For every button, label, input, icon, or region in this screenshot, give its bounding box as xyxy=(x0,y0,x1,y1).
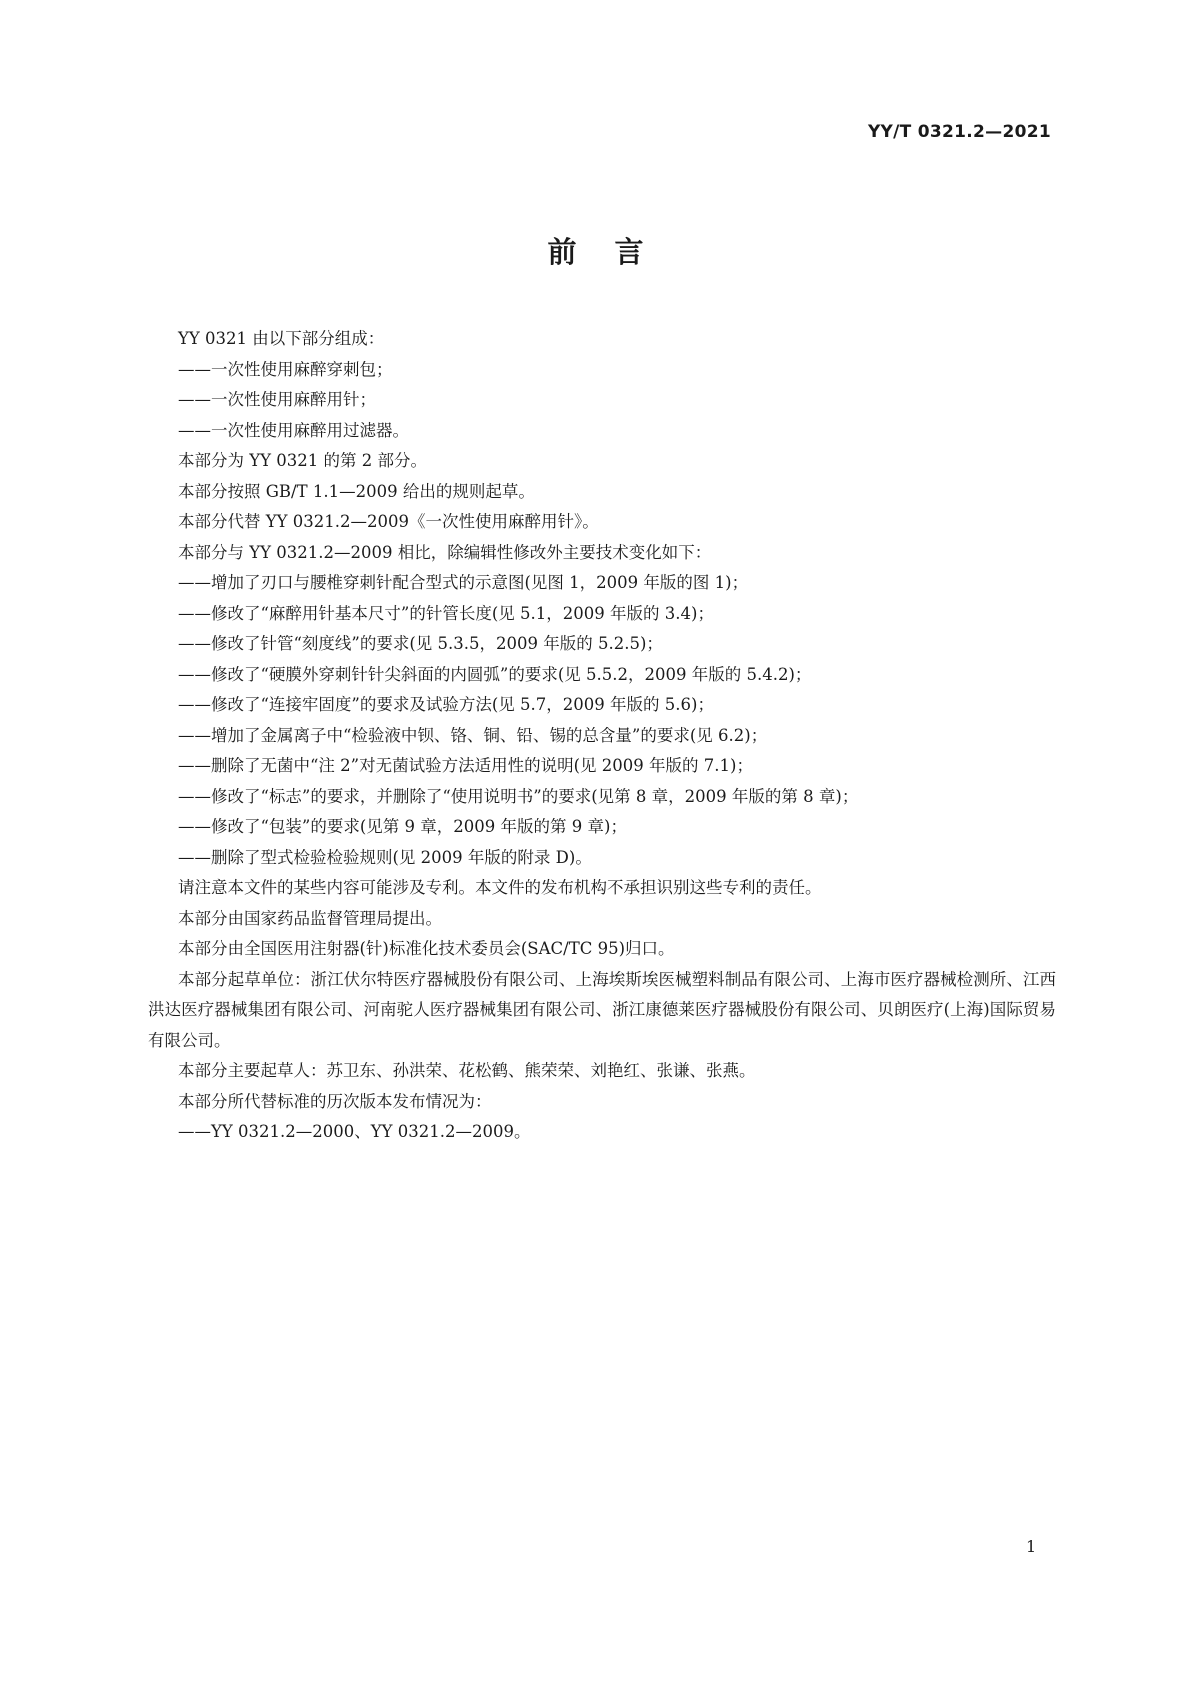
paragraph: 本部分主要起草人：苏卫东、孙洪荣、花松鹤、熊荣荣、刘艳红、张谦、张燕。 xyxy=(178,1061,756,1080)
list-item: ——一次性使用麻醉穿刺包； xyxy=(178,359,393,379)
paragraph: 本部分所代替标准的历次版本发布情况为： xyxy=(178,1091,492,1111)
list-item: ——修改了针管“刻度线”的要求(见 5.3.5，2009 年版的 5.2.5)； xyxy=(178,634,663,653)
list-item: ——修改了“连接牢固度”的要求及试验方法(见 5.7，2009 年版的 5.6)； xyxy=(178,695,714,714)
page-title: 前言 xyxy=(547,235,682,269)
page-number: 1 xyxy=(1026,1537,1037,1556)
paragraph: 本部分与 YY 0321.2—2009 相比，除编辑性修改外主要技术变化如下： xyxy=(178,542,712,562)
list-item: ——修改了“包装”的要求(见第 9 章，2009 年版的第 9 章)； xyxy=(178,817,627,836)
paragraph: 本部分起草单位：浙江伏尔特医疗器械股份有限公司、上海埃斯埃医械塑料制品有限公司、上海市医疗器械检测所、江西洪达医疗器械集团有限公司、河南驼人医疗器械集团有限公司、浙江康德莱医疗器械股份有限公司、贝朗医疗(上海)国际贸易有限公司。 xyxy=(148,969,1056,1050)
paragraph: 本部分由国家药品监督管理局提出。 xyxy=(178,908,442,928)
list-item: ——删除了型式检验检验规则(见 2009 年版的附录 D)。 xyxy=(178,847,592,867)
paragraph: 请注意本文件的某些内容可能涉及专利。本文件的发布机构不承担识别这些专利的责任。 xyxy=(178,878,822,897)
paragraph: 本部分由全国医用注射器(针)标准化技术委员会(SAC/TC 95)归口。 xyxy=(178,939,675,958)
standard-code: YY/T 0321.2—2021 xyxy=(867,122,1051,142)
list-item: ——修改了“标志”的要求，并删除了“使用说明书”的要求(见第 8 章，2009 年版的第 8 章)； xyxy=(178,786,859,806)
list-item: ——增加了金属离子中“检验液中钡、铬、铜、铅、锡的总含量”的要求(见 6.2)； xyxy=(178,725,768,745)
list-item: ——增加了刃口与腰椎穿刺针配合型式的示意图(见图 1，2009 年版的图 1)； xyxy=(178,573,749,592)
paragraph: YY 0321 由以下部分组成： xyxy=(178,329,385,348)
paragraph: 本部分按照 GB/T 1.1—2009 给出的规则起草。 xyxy=(178,481,535,501)
list-item: ——修改了“硬膜外穿刺针针尖斜面的内圆弧”的要求(见 5.5.2，2009 年版的 5.4.2)； xyxy=(178,664,812,684)
paragraph: 本部分代替 YY 0321.2—2009《一次性使用麻醉用针》。 xyxy=(178,512,599,531)
list-item: ——一次性使用麻醉用过滤器。 xyxy=(178,420,409,440)
list-item: ——删除了无菌中“注 2”对无菌试验方法适用性的说明(见 2009 年版的 7.1)； xyxy=(178,756,753,775)
list-item: ——一次性使用麻醉用针； xyxy=(178,390,376,409)
paragraph: 本部分为 YY 0321 的第 2 部分。 xyxy=(178,451,427,470)
list-item: ——修改了“麻醉用针基本尺寸”的针管长度(见 5.1，2009 年版的 3.4)； xyxy=(178,603,714,623)
list-item: ——YY 0321.2—2000、YY 0321.2—2009。 xyxy=(178,1122,531,1141)
foreword-body xyxy=(148,324,1056,1148)
